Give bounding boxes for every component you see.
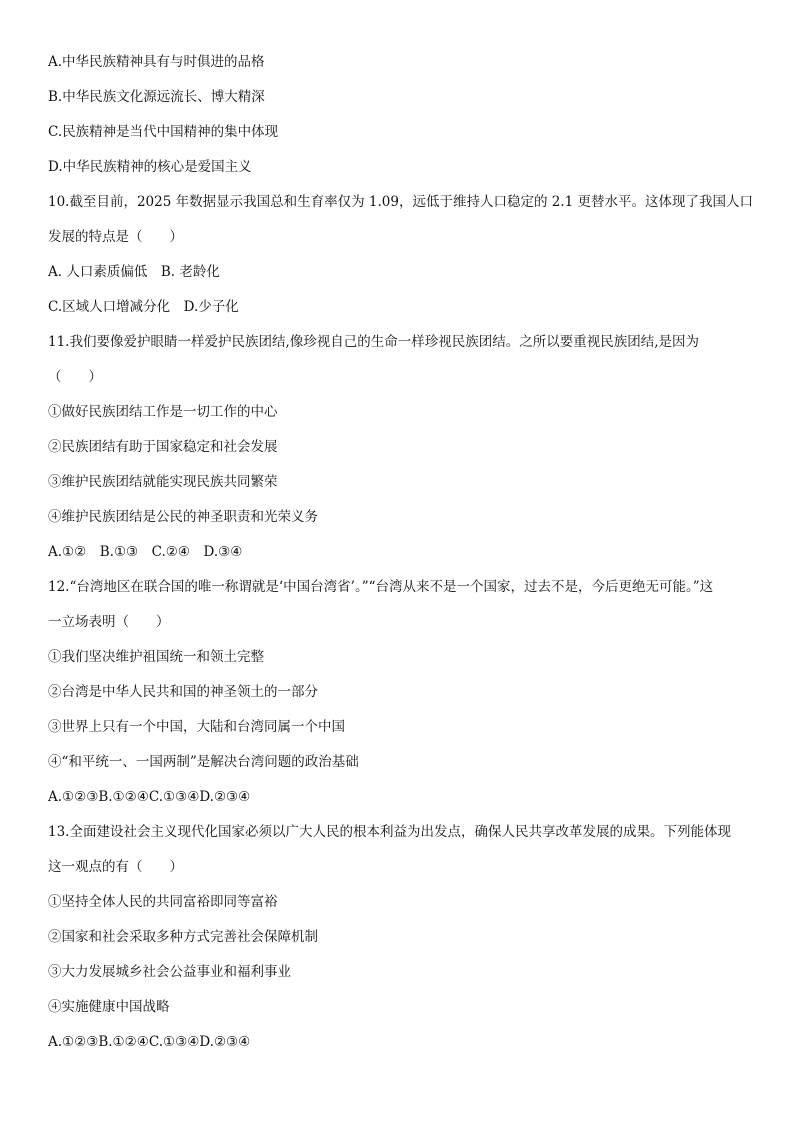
q13-stem-line1: 13.全面建设社会主义现代化国家必须以广大人民的根本利益为出发点，确保人民共享改革发展的成果。下列能体现: [48, 824, 731, 840]
q12-statement-2: ②台湾是中华人民共和国的神圣领土的一部分: [48, 684, 318, 700]
q10-options-cd: C.区域人口增减分化 D.少子化: [48, 299, 239, 315]
q9-option-a: A.中华民族精神具有与时俱进的品格: [48, 54, 265, 70]
q13-options: A.①②③B.①②④C.①③④D.②③④: [48, 1034, 251, 1050]
q12-statement-3: ③世界上只有一个中国，大陆和台湾同属一个中国: [48, 719, 345, 735]
q12-stem-line1: 12.“台湾地区在联合国的唯一称谓就是‘中国台湾省’。”“台湾从来不是一个国家，过去不是，今后更绝无可能。”这: [48, 579, 714, 595]
q10-stem-line2: 发展的特点是（ ）: [48, 229, 183, 245]
q12-statement-4: ④“和平统一、一国两制”是解决台湾问题的政治基础: [48, 754, 359, 770]
q9-option-b: B.中华民族文化源远流长、博大精深: [48, 89, 265, 105]
document-page: [48, 52, 753, 1067]
q11-stem-line2: （ ）: [48, 369, 102, 385]
q10-options-ab: A. 人口素质偏低 B. 老龄化: [48, 264, 220, 280]
q11-statement-3: ③维护民族团结就能实现民族共同繁荣: [48, 474, 278, 490]
q10-stem-line1: 10.截至目前，2025 年数据显示我国总和生育率仅为 1.09，远低于维持人口稳定的 2.1 更替水平。这体现了我国人口: [48, 194, 754, 210]
q11-statement-2: ②民族团结有助于国家稳定和社会发展: [48, 439, 278, 455]
q11-statement-4: ④维护民族团结是公民的神圣职责和光荣义务: [48, 509, 318, 525]
q11-stem-line1: 11.我们要像爱护眼睛一样爱护民族团结,像珍视自己的生命一样珍视民族团结。之所以要重视民族团结,是因为: [48, 334, 700, 350]
q12-options: A.①②③B.①②④C.①③④D.②③④: [48, 789, 251, 805]
q13-statement-3: ③大力发展城乡社会公益事业和福利事业: [48, 964, 291, 980]
q12-statement-1: ①我们坚决维护祖国统一和领土完整: [48, 649, 264, 665]
q13-statement-1: ①坚持全体人民的共同富裕即同等富裕: [48, 894, 278, 910]
q9-option-c: C.民族精神是当代中国精神的集中体现: [48, 124, 279, 140]
q13-stem-line2: 这一观点的有（ ）: [48, 859, 183, 875]
q11-options: A.①② B.①③ C.②④ D.③④: [48, 544, 243, 560]
q13-statement-2: ②国家和社会采取多种方式完善社会保障机制: [48, 929, 318, 945]
q12-stem-line2: 一立场表明（ ）: [48, 614, 170, 630]
q11-statement-1: ①做好民族团结工作是一切工作的中心: [48, 404, 278, 420]
q9-option-d: D.中华民族精神的核心是爱国主义: [48, 159, 252, 175]
q13-statement-4: ④实施健康中国战略: [48, 999, 170, 1015]
